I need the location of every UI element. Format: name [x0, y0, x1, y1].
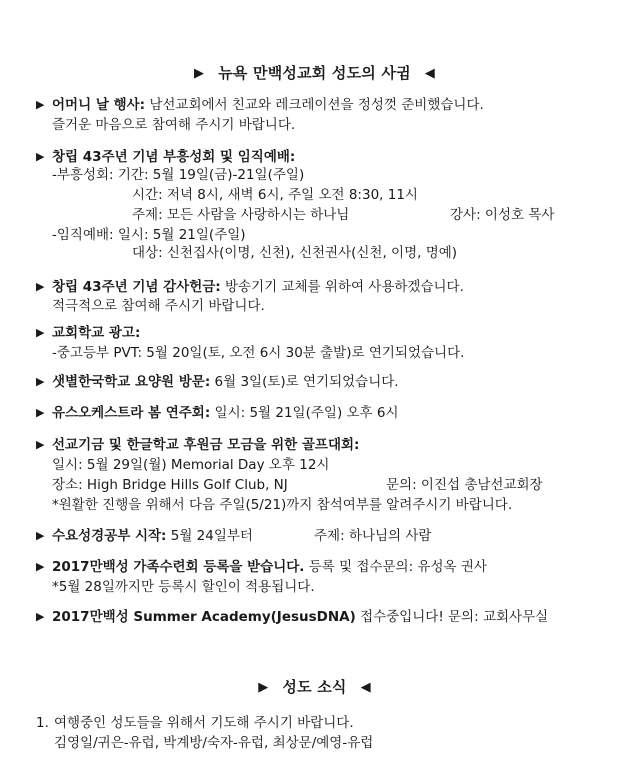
item-line: 적극적으로 참여해 주시기 바랍니다.: [52, 298, 265, 314]
item-line: 장소: High Bridge Hills Golf Club, NJ: [52, 477, 288, 493]
item-line: 즐거운 마음으로 참여해 주시기 바랍니다.: [52, 117, 296, 133]
bullet-icon: ▶: [36, 98, 45, 111]
item-line: *원활한 진행을 위해서 다음 주일(5/21)까지 참석여부를 알려주시기 바랍니다.: [52, 497, 513, 513]
item-heading: 교회학교 광고:: [52, 325, 141, 341]
item-heading: 2017만백성 Summer Academy(JesusDNA): [52, 609, 356, 625]
item-line: [52, 372, 399, 392]
item-line-speaker: 강사: 이성호 목사: [450, 207, 555, 223]
item-line-topic: 주제: 하나님의 사람: [314, 528, 432, 544]
item-line: -부흥성회: 기간: 5월 19일(금)-21일(주일): [52, 167, 305, 183]
bullet-icon: ▶: [36, 610, 45, 623]
bullet-icon: ▶: [36, 560, 45, 573]
item-heading: 창립 43주년 기념 부흥성회 및 임직예배:: [52, 149, 296, 165]
bullet-icon: ▶: [36, 438, 45, 451]
item-text: 일시: 5월 21일(주일) 오후 6시: [210, 405, 399, 421]
item-heading: 창립 43주년 기념 감사헌금:: [52, 279, 221, 295]
bullet-icon: ▶: [36, 406, 45, 419]
item-text: 6월 3일(토)로 연기되었습니다.: [210, 374, 399, 390]
bullet-icon: ▶: [36, 529, 45, 542]
section-heading-news: [0, 676, 629, 697]
item-line: [52, 557, 487, 577]
section-heading-fellowship: [0, 62, 629, 83]
item-heading: 유스오케스트라 봄 연주회:: [52, 405, 211, 421]
triangle-left-icon: ◀: [360, 680, 371, 695]
item-text: 5월 24일부터: [166, 528, 253, 544]
item-line: 시간: 저녁 8시, 새벽 6시, 주일 오전 8:30, 11시: [132, 187, 418, 203]
triangle-right-icon: ▶: [194, 66, 205, 81]
item-text: 방송기기 교체를 위하여 사용하겠습니다.: [220, 279, 464, 295]
item-line: 김영일/귀은-유럽, 박계방/숙자-유럽, 최상문/예영-유럽: [54, 735, 374, 751]
item-line: [52, 607, 548, 627]
item-heading: 샛별한국학교 요양원 방문:: [52, 374, 211, 390]
item-line: 대상: 신천집사(이명, 신천), 신천권사(신천, 이명, 명예): [132, 245, 458, 261]
item-line: [52, 95, 484, 115]
item-number: 1.: [36, 715, 49, 731]
item-line-contact: 문의: 이진섭 총남선교회장: [386, 477, 543, 493]
item-heading: 수요성경공부 시작:: [52, 528, 167, 544]
item-line: -중고등부 PVT: 5월 20일(토, 오전 6시 30분 출발)로 연기되었습니다.: [52, 345, 465, 361]
item-line: 일시: 5월 29일(월) Memorial Day 오후 12시: [52, 457, 330, 473]
item-line: 주제: 모든 사람을 사랑하시는 하나님: [132, 207, 350, 223]
bullet-icon: ▶: [36, 150, 45, 163]
triangle-left-icon: ◀: [424, 66, 435, 81]
item-line: *5월 28일까지만 등록시 할인이 적용됩니다.: [52, 579, 315, 595]
item-line: [52, 403, 399, 423]
item-line: -임직예배: 일시: 5월 21일(주일): [52, 227, 246, 243]
item-text: 접수중입니다! 문의: 교회사무실: [355, 609, 549, 625]
triangle-right-icon: ▶: [258, 680, 269, 695]
bullet-icon: ▶: [36, 375, 45, 388]
section-title: 성도 소식: [282, 678, 347, 696]
item-line: 여행중인 성도들을 위해서 기도해 주시기 바랍니다.: [54, 715, 354, 731]
item-text: 남선교회에서 친교와 레크레이션을 정성껏 준비했습니다.: [145, 97, 484, 113]
item-heading: 선교기금 및 한글학교 후원금 모금을 위한 골프대회:: [52, 437, 360, 453]
item-heading: 어머니 날 행사:: [52, 97, 146, 113]
bullet-icon: ▶: [36, 280, 45, 293]
bullet-icon: ▶: [36, 326, 45, 339]
item-heading: 2017만백성 가족수련회 등록을 받습니다.: [52, 559, 305, 575]
section-title: 뉴욕 만백성교회 성도의 사귐: [218, 64, 411, 82]
item-line: [52, 526, 253, 546]
item-line: [52, 277, 464, 297]
item-text: 등록 및 접수문의: 유성옥 권사: [304, 559, 487, 575]
